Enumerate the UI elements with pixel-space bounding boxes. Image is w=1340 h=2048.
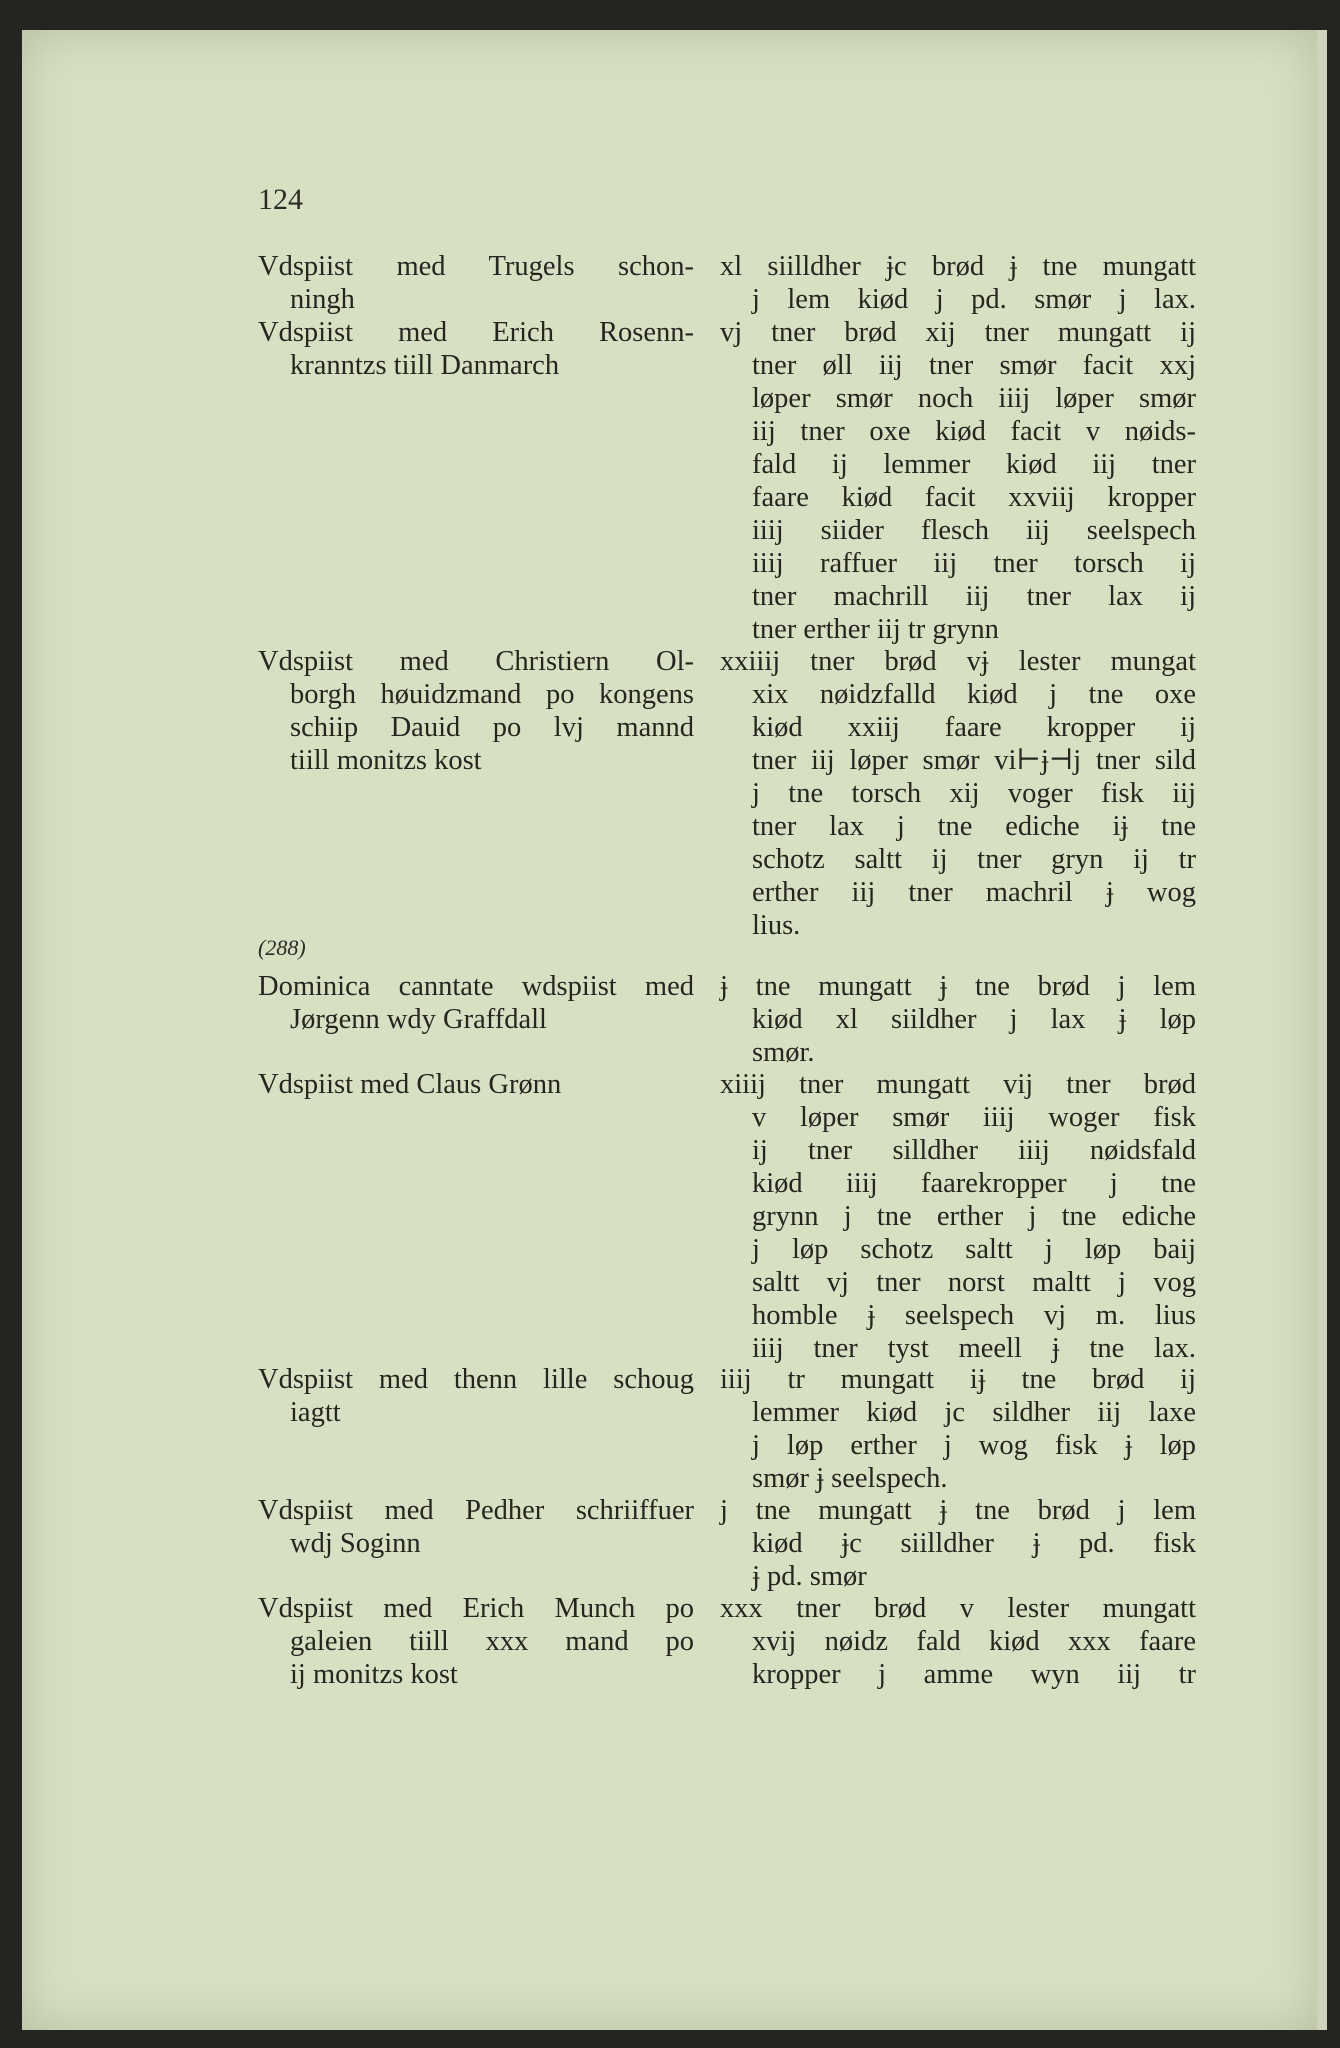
entry-line: tiill monitzs kost	[290, 745, 482, 776]
entry-line: j lem kiød j pd. smør j lax.	[752, 284, 1196, 315]
entry-line: tner lax j tne ediche iɉ tne	[752, 811, 1196, 842]
entry-line: vj tner brød xij tner mungatt ij	[720, 317, 1196, 348]
entry-line: erther iij tner machril ɉ wog	[752, 877, 1196, 908]
entry-line: xl siilldher ɉc brød ɉ tne mungatt	[720, 251, 1196, 282]
entry-line: iiij siider flesch iij seelspech	[752, 515, 1196, 546]
entry-line: j løp schotz saltt j løp baij	[752, 1234, 1196, 1265]
entry-line: tner øll iij tner smør facit xxj	[752, 350, 1196, 381]
entry-line: lius.	[752, 910, 801, 941]
entry-line: smør.	[752, 1037, 815, 1068]
entry-left	[258, 1363, 694, 1429]
entry-line: tner machrill iij tner lax ij	[752, 581, 1196, 612]
entry-line: xxx tner brød v lester mungatt	[720, 1593, 1196, 1624]
folio-note: (288)	[258, 935, 306, 960]
entry-line: v løper smør iiij woger fisk	[752, 1102, 1196, 1133]
entry-line: lemmer kiød jc sildher iij laxe	[752, 1397, 1196, 1428]
entry-line: j tne torsch xij voger fisk iij	[752, 778, 1196, 809]
entry-line: Vdspiist med Erich Rosenn-	[258, 317, 694, 348]
entry-line: Vdspiist med Pedher schriiffuer	[258, 1495, 694, 1526]
entry-line: tner iij løper smør vi⊢ɉ⊣j tner sild	[752, 745, 1196, 776]
entry-line: schotz saltt ij tner gryn ij tr	[752, 844, 1196, 875]
entry-line: iiij tr mungatt iɉ tne brød ij	[720, 1364, 1196, 1395]
entry-line: kropper j amme wyn iij tr	[752, 1659, 1196, 1690]
entry-line: wdj Soginn	[290, 1528, 421, 1559]
entry-line: ij tner silldher iiij nøidsfald	[752, 1135, 1196, 1166]
entry-line: homble ɉ seelspech vj m. lius	[752, 1300, 1196, 1331]
entry-line: Vdspiist med Christiern Ol-	[258, 646, 694, 677]
entry-line: ningh	[290, 284, 355, 315]
entry-left	[258, 250, 694, 316]
entry-right	[720, 970, 1196, 1069]
entry-line: ij monitzs kost	[290, 1659, 458, 1690]
entry-line: Dominica canntate wdspiist med	[258, 971, 694, 1002]
entry-left	[258, 970, 694, 1036]
entry-line: Jørgenn wdy Graffdall	[290, 1004, 547, 1035]
entry-line: ɉ tne mungatt ɉ tne brød j lem	[720, 971, 1196, 1002]
entry-line: grynn j tne erther j tne ediche	[752, 1201, 1196, 1232]
entry-line: kiød ɉc siilldher ɉ pd. fisk	[752, 1528, 1196, 1559]
entry-line: Vdspiist med Trugels schon-	[258, 251, 694, 282]
entry-line: løper smør noch iiij løper smør	[752, 383, 1196, 414]
entry-right	[720, 645, 1196, 942]
entry-line: saltt vj tner norst maltt j vog	[752, 1267, 1196, 1298]
entry-right	[720, 1592, 1196, 1691]
entry-line: iagtt	[290, 1397, 341, 1428]
entry-line: xiiij tner mungatt vij tner brød	[720, 1069, 1196, 1100]
entry-line: Vdspiist med Claus Grønn	[258, 1069, 562, 1100]
entry-line: galeien tiill xxx mand po	[290, 1626, 694, 1657]
entry-line: Vdspiist med thenn lille schoug	[258, 1364, 694, 1395]
entry-line: kiød iiij faarekropper j tne	[752, 1168, 1196, 1199]
page-edge	[1317, 30, 1327, 2030]
entry-left	[258, 1068, 694, 1101]
entry-left	[258, 1592, 694, 1691]
entry-line: xvij nøidz fald kiød xxx faare	[752, 1626, 1196, 1657]
page-number: 124	[258, 183, 303, 216]
entry-right	[720, 1068, 1196, 1365]
entry-line: kiød xl siildher j lax ɉ løp	[752, 1004, 1196, 1035]
entry-line: tner erther iij tr grynn	[752, 614, 999, 645]
entry-line: kranntzs tiill Danmarch	[290, 350, 560, 381]
entry-line: fald ij lemmer kiød iij tner	[752, 449, 1196, 480]
entry-right	[720, 250, 1196, 316]
entry-right	[720, 1363, 1196, 1495]
entry-line: borgh høuidzmand po kongens	[290, 679, 694, 710]
entry-left	[258, 316, 694, 382]
entry-line: faare kiød facit xxviij kropper	[752, 482, 1196, 513]
entry-line: iiij raffuer iij tner torsch ij	[752, 548, 1196, 579]
entry-line: iij tner oxe kiød facit v nøids-	[752, 416, 1196, 447]
entry-line: j løp erther j wog fisk ɉ løp	[752, 1430, 1196, 1461]
entry-line: schiip Dauid po lvj mannd	[290, 712, 694, 743]
entry-line: iiij tner tyst meell ɉ tne lax.	[752, 1333, 1196, 1364]
entry-right	[720, 1494, 1196, 1593]
entry-left	[258, 645, 694, 777]
entry-line: kiød xxiij faare kropper ij	[752, 712, 1196, 743]
entry-line: ɉ pd. smør	[752, 1561, 867, 1592]
entry-left	[258, 1494, 694, 1560]
entry-right	[720, 316, 1196, 646]
entry-line: Vdspiist med Erich Munch po	[258, 1593, 694, 1624]
entry-line: smør ɉ seelspech.	[752, 1463, 948, 1494]
entry-line: xxiiij tner brød vɉ lester mungat	[720, 646, 1196, 677]
entry-line: j tne mungatt ɉ tne brød j lem	[720, 1495, 1196, 1526]
entry-line: xix nøidzfalld kiød j tne oxe	[752, 679, 1196, 710]
